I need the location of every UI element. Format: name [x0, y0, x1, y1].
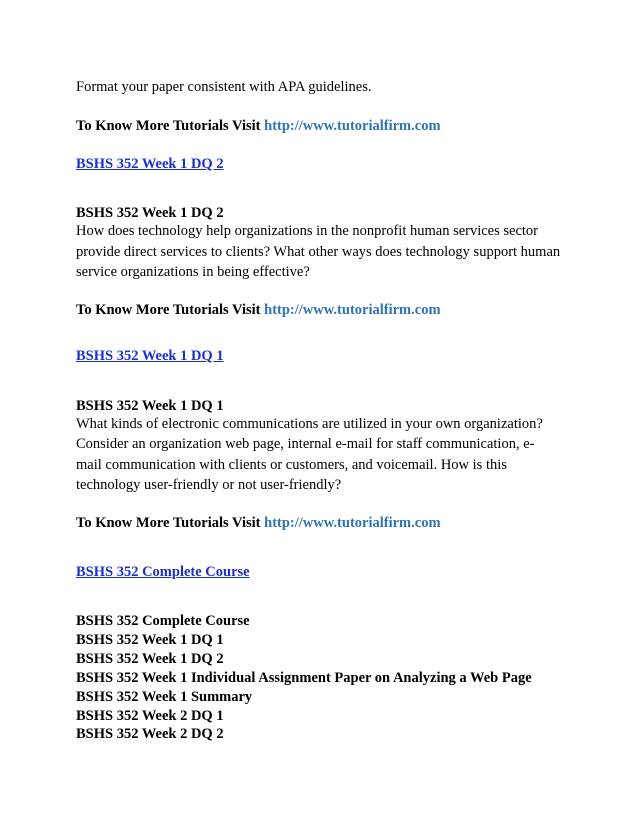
course-item: BSHS 352 Complete Course: [76, 613, 250, 629]
course-item: BSHS 352 Week 1 DQ 1: [76, 632, 224, 648]
section-link-dq2[interactable]: BSHS 352 Week 1 DQ 2: [76, 156, 224, 172]
section-body-line: provide direct services to clients? What other ways does technology support human: [76, 244, 561, 260]
promo-line-2: [76, 301, 441, 319]
promo-prefix: To Know More Tutorials Visit: [76, 515, 265, 531]
section-heading-dq2: BSHS 352 Week 1 DQ 2: [76, 205, 224, 221]
promo-url[interactable]: http://www.tutorialfirm.com: [264, 515, 441, 531]
section-body-line: mail communication with clients or customers, and voicemail. How is this: [76, 457, 507, 473]
course-item: BSHS 352 Week 2 DQ 1: [76, 708, 224, 724]
format-note: Format your paper consistent with APA guidelines.: [76, 79, 372, 95]
course-item: BSHS 352 Week 1 DQ 2: [76, 651, 224, 667]
course-item: BSHS 352 Week 1 Individual Assignment Paper on Analyzing a Web Page: [76, 670, 532, 686]
course-item: BSHS 352 Week 1 Summary: [76, 689, 253, 705]
section-body-line: service organizations in being effective?: [76, 264, 310, 280]
section-body-line: technology user-friendly or not user-friendly?: [76, 477, 342, 493]
course-item: BSHS 352 Week 2 DQ 2: [76, 726, 224, 742]
promo-url[interactable]: http://www.tutorialfirm.com: [264, 118, 441, 134]
promo-url[interactable]: http://www.tutorialfirm.com: [264, 302, 441, 318]
section-body-line: What kinds of electronic communications are utilized in your own organization?: [76, 416, 543, 432]
section-heading-dq1: BSHS 352 Week 1 DQ 1: [76, 398, 224, 414]
promo-line-1: [76, 117, 441, 135]
promo-prefix: To Know More Tutorials Visit: [76, 302, 265, 318]
section-link-dq1[interactable]: BSHS 352 Week 1 DQ 1: [76, 348, 224, 364]
section-link-complete-course[interactable]: BSHS 352 Complete Course: [76, 564, 250, 580]
section-body-line: Consider an organization web page, internal e-mail for staff communication, e-: [76, 436, 535, 452]
promo-line-3: [76, 514, 441, 532]
section-body-line: How does technology help organizations in the nonprofit human services sector: [76, 223, 539, 239]
promo-prefix: To Know More Tutorials Visit: [76, 118, 265, 134]
